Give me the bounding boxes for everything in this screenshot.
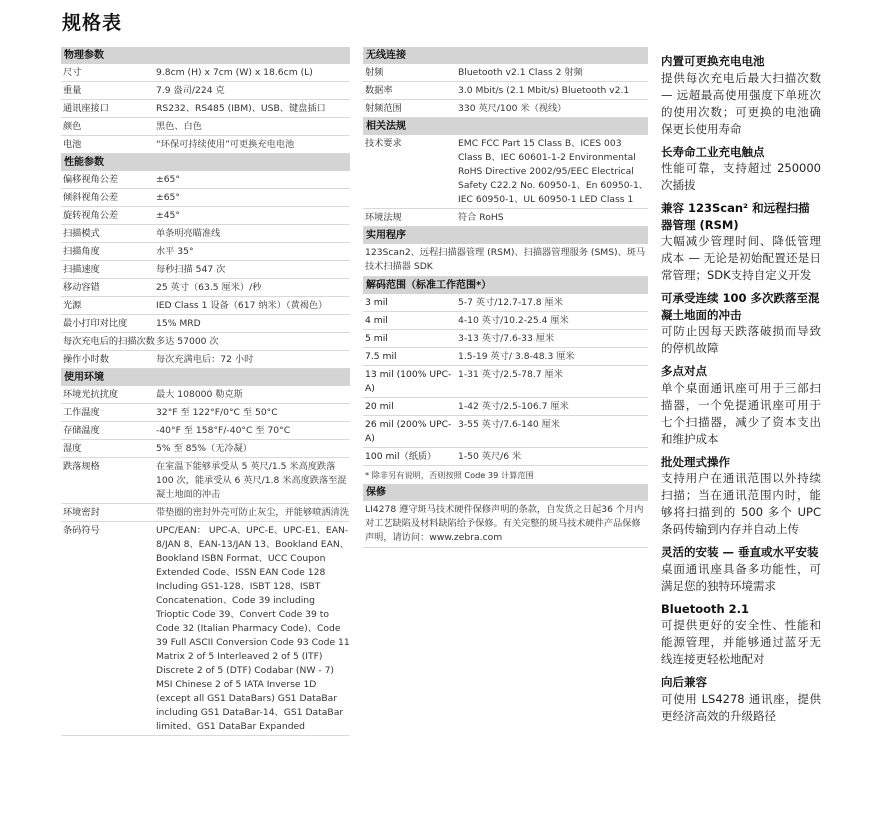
spec-row [61,82,350,100]
feature-title: 内置可更换充电电池 [661,54,765,68]
spec-row [61,279,350,297]
spec-label: 数据率 [365,84,393,96]
spec-label: 旋转视角公差 [63,209,119,221]
feature-title: 长寿命工业充电触点 [661,144,765,159]
spec-label: 偏移视角公差 [63,173,119,185]
feature-block [661,674,821,725]
spec-label: 移动容错 [63,281,100,293]
spec-label: 颜色 [63,120,82,132]
spec-row [363,294,648,312]
feature-description: 可防止因每天跌落破损而导致的停机故障 [661,324,821,355]
spec-value: 5-7 英寸/12.7-17.8 厘米 [458,296,563,308]
spec-label: 射频范围 [365,102,402,114]
spec-row [363,100,648,118]
feature-description: 桌面通讯座具备多功能性，可满足您的独特环境需求 [661,561,821,593]
spec-row [61,422,350,440]
spec-row [363,64,648,82]
spec-value: 黑色、白色 [156,120,202,132]
spec-value: RS232、RS485 (IBM)、USB、键盘插口 [156,102,326,114]
spec-row [61,207,350,225]
spec-value: 多达 57000 次 [156,335,219,347]
spec-value: 水平 35° [156,245,194,257]
spec-section [61,47,350,154]
spec-label: 5 mil [365,332,388,344]
spec-section [363,47,648,118]
spec-value: 带垫圈的密封外壳可防止灰尘，并能够喷洒清洗 [156,506,349,518]
spec-label: 扫描角度 [63,245,100,257]
section-header: 性能参数 [61,154,350,171]
spec-label: 环境密封 [63,506,100,518]
section-header: 使用环境 [61,369,350,386]
spec-row [61,297,350,315]
spec-value: 3-13 英寸/7.6-33 厘米 [458,332,555,344]
feature-block [661,454,821,539]
page-title: 规格表 [62,12,123,34]
feature-description: 单个桌面通讯座可用于三部扫描器，一个免提通讯座可用于七个扫描器，减少了资本支出和维护成本 [661,380,821,446]
spec-section [363,277,648,484]
feature-description: 支持用户在通讯范围以外持续扫描；当在通讯范围内时，能够将扫描到的 500 多个 UPC 条码传输到内存并自动上传 [661,471,821,536]
spec-label: 操作小时数 [63,353,109,365]
spec-row [363,209,648,227]
feature-block [661,544,821,595]
spec-label: 最小打印对比度 [63,317,128,329]
feature-block [661,601,821,669]
spec-value: 符合 RoHS [458,211,504,223]
spec-value: EMC FCC Part 15 Class B、ICES 003 Class B、IEC 60601-1-2 Environmental RoHS Directive 2002/95/EEC Electrical Safety C22.2 No. 60950-1、En 60950-1、IEC 60950-1、UL 60950-1 LED Class 1 [458,137,648,205]
spec-label: 3 mil [365,296,388,308]
spec-section [61,154,350,369]
spec-row [61,171,350,189]
spec-value: -40°F 至 158°F/-40°C 至 70°C [156,424,291,436]
spec-row [363,416,648,448]
spec-label: 环境法规 [365,211,402,223]
spec-row [363,330,648,348]
feature-description: 大幅减少管理时间、降低管理成本 — 无论是初始配置还是日常管理；SDK支持自定义开发 [661,234,821,282]
spec-row [61,243,350,261]
spec-label: 7.5 mil [365,350,397,362]
feature-description: 可提供更好的安全性、性能和能源管理，并能够通过蓝牙无线连接更轻松地配对 [661,618,821,666]
spec-value: 1-31 英寸/2.5-78.7 厘米 [458,368,563,380]
spec-value: 15% MRD [156,317,201,329]
feature-title: 可承受连续 100 多次跌落至混凝土地面的冲击 [661,291,820,322]
spec-value: UPC/EAN： UPC-A、UPC-E、UPC-E1、EAN-8/JAN 8、EAN-13/JAN 13、Bookland EAN、Bookland ISBN Format、UCC Coupon Extended Code、ISSN EAN Code 128 Including GS1-128、ISBT 128、ISBT Concatenation、Code 39 including Trioptic Code 39、Convert Code 39 to Code 32 (Italian Pharmacy Code)、Code 39 Full ASCII Conversion Code 93 Code 11 Matrix 2 of 5 Interleaved 2 of 5 (ITF) Discrete 2 of 5 (DTF) Codabar (NW - 7) MSI Chinese 2 of 5 IATA Inverse 1D (except all GS1 DataBars) GS1 DataBar including GS1 DataBar-14、GS1 DataBar limited、GS1 DataBar Expanded [156,524,350,732]
section-header: 实用程序 [363,227,648,244]
feature-title: 灵活的安装 — 垂直或水平安装 [661,545,819,559]
spec-label: 20 mil [365,400,394,412]
spec-row [61,504,350,522]
spec-label: 通讯座接口 [63,102,109,114]
spec-row [61,386,350,404]
spec-value: IED Class 1 设备（617 纳米）（黄褐色） [156,299,328,311]
spec-label: 13 mil (100% UPC-A) [365,368,452,394]
feature-column [661,47,821,725]
spec-row [363,312,648,330]
feature-title: 向后兼容 [661,675,707,689]
spec-row [61,440,350,458]
spec-value: 3.0 Mbit/s (2.1 Mbit/s) Bluetooth v2.1 [458,84,630,96]
spec-value: 在室温下能够承受从 5 英尺/1.5 米高度跌落 100 次，能承受从 6 英尺/1.8 米高度跌落至混凝土地面的冲击 [156,460,347,500]
spec-label: 100 mil（纸质） [365,450,437,462]
spec-row [363,448,648,466]
spec-value: 每次充满电后：72 小时 [156,353,254,365]
spec-label: 26 mil (200% UPC-A) [365,418,452,444]
feature-block [661,53,821,138]
spec-label: 跌落规格 [63,460,100,472]
spec-row [61,261,350,279]
spec-row [61,189,350,207]
spec-value: 1.5-19 英寸/ 3.8-48.3 厘米 [458,350,575,362]
section-text: LI4278 遵守斑马技术硬件保修声明的条款，自发货之日起36 个月内对工艺缺陷及材料缺陷给予保修。有关完整的斑马技术硬件产品保修声明，请访问：www.zebra.com [363,501,648,548]
spec-row [61,64,350,82]
feature-description: 性能可靠，支持超过 250000 次插拔 [661,161,821,192]
spec-row [61,225,350,243]
feature-block [661,363,821,448]
feature-title: 兼容 123Scan² 和远程扫描器管理 (RSM) [661,201,810,232]
spec-value: 330 英尺/100 米（视线） [458,102,567,114]
spec-row [363,398,648,416]
spec-value: 1-50 英尺/6 米 [458,450,522,462]
spec-value: 4-10 英寸/10.2-25.4 厘米 [458,314,569,326]
section-header: 物理参数 [61,47,350,64]
spec-label: 光源 [63,299,82,311]
spec-row [363,348,648,366]
spec-value: 5% 至 85%（无冷凝） [156,442,252,454]
feature-title: Bluetooth 2.1 [661,601,750,616]
spec-label: 倾斜视角公差 [63,191,119,203]
spec-section [61,369,350,736]
feature-description: 提供每次充电后最大扫描次数 — 远超最高使用强度下单班次的使用次数；可更换的电池确保更长使用寿命 [661,70,821,136]
spec-row [363,135,648,209]
spec-column-1 [61,47,350,736]
spec-section [363,484,648,548]
spec-label: 存储温度 [63,424,100,436]
spec-label: 工作温度 [63,406,100,418]
spec-row [61,118,350,136]
spec-label: 重量 [63,84,82,96]
spec-row [61,136,350,154]
feature-block [661,144,821,195]
spec-column-2 [363,47,648,548]
spec-label: 环境光抗扰度 [63,388,119,400]
spec-row [61,100,350,118]
spec-value: 每秒扫描 547 次 [156,263,226,275]
spec-label: 尺寸 [63,66,82,78]
spec-row [61,404,350,422]
spec-label: 湿度 [63,442,82,454]
spec-label: 扫描模式 [63,227,100,239]
spec-row [61,522,350,736]
spec-section [363,227,648,277]
section-header: 保修 [363,484,648,501]
spec-row [61,333,350,351]
spec-value: 9.8cm (H) x 7cm (W) x 18.6cm (L) [156,66,313,78]
spec-value: 32°F 至 122°F/0°C 至 50°C [156,406,278,418]
spec-label: 条码符号 [63,524,100,536]
section-header: 解码范围（标准工作范围*） [363,277,648,294]
spec-value: 单条明亮瞄准线 [156,227,221,239]
spec-value: 25 英寸（63.5 厘米）/秒 [156,281,262,293]
spec-label: 扫描速度 [63,263,100,275]
feature-description: 可使用 LS4278 通讯座，提供更经济高效的升级路径 [661,691,821,723]
spec-value: 1-42 英寸/2.5-106.7 厘米 [458,400,569,412]
spec-label: 每次充电后的扫描次数 [63,335,155,347]
spec-value: ±65° [156,173,180,185]
spec-value: “环保可持续使用”可更换充电电池 [156,138,295,150]
section-text: 123Scan2、远程扫描器管理 (RSM)、扫描器管理服务 (SMS)、斑马技术扫描器 SDK [363,244,648,277]
section-header: 无线连接 [363,47,648,64]
feature-title: 多点对点 [661,364,707,378]
spec-section [363,118,648,227]
spec-value: ±65° [156,191,180,203]
spec-value: 7.9 盎司/224 克 [156,84,225,96]
footnote: * 除非另有说明，否则按照 Code 39 计算范围 [365,470,534,480]
feature-block [661,200,821,284]
spec-row [363,82,648,100]
spec-label: 4 mil [365,314,388,326]
spec-value: Bluetooth v2.1 Class 2 射频 [458,66,583,78]
feature-title: 批处理式操作 [661,454,730,469]
spec-value: 3-55 英寸/7.6-140 厘米 [458,418,560,430]
spec-label: 电池 [63,138,82,150]
spec-value: 最大 108000 勒克斯 [156,388,243,400]
spec-row [61,458,350,504]
spec-value: ±45° [156,209,180,221]
spec-row [363,366,648,398]
spec-label: 射频 [365,66,384,78]
spec-label: 技术要求 [365,137,402,149]
spec-row [61,351,350,369]
feature-block [661,290,821,357]
spec-row [61,315,350,333]
section-header: 相关法规 [363,118,648,135]
